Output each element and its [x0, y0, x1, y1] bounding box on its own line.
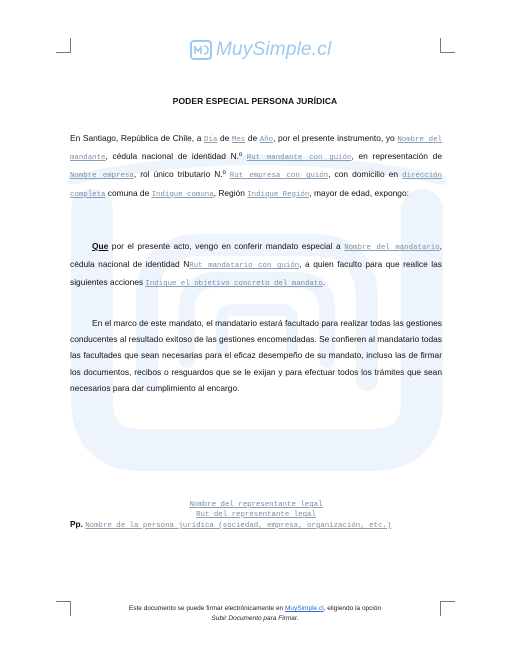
signature-name-field[interactable]: Nombre del representante legal [189, 501, 323, 509]
placeholder-field[interactable]: Nombre del mandatario [344, 244, 440, 252]
body-text: , Región [213, 187, 248, 198]
footer-text-after: , eligiendo la opción [323, 605, 382, 612]
placeholder-field[interactable]: Día [204, 136, 218, 144]
placeholder-field[interactable]: dirección completa [70, 172, 442, 199]
body-text: , cédula nacional de identidad N.º [105, 151, 247, 162]
body-text: En Santiago, República de Chile, a [70, 133, 205, 143]
footer-text-before: Este documento se puede firmar electrónicamente en [128, 605, 285, 612]
body-text: , en representación de [351, 151, 442, 162]
emphasis-text: Que [92, 241, 109, 251]
body-text: . [322, 277, 326, 288]
placeholder-field[interactable]: Nombre del mandante [70, 136, 442, 163]
body-text: de [245, 133, 260, 143]
signature-entity-field[interactable]: Nombre de la persona jurídica (sociedad, empresa, organización, etc.) [85, 522, 392, 530]
placeholder-field[interactable]: Año [259, 136, 274, 144]
placeholder-field[interactable]: Rut mandatario con guión [189, 262, 300, 271]
body-text: , rol único tributario N.º [133, 169, 230, 180]
brand-logo [190, 38, 331, 62]
paragraph-mandate [70, 238, 442, 293]
paragraph-intro [70, 130, 442, 203]
placeholder-field[interactable]: Indique comuna [151, 190, 214, 199]
placeholder-field[interactable]: Rut mandante con guión [246, 154, 352, 163]
pp-label: Pp. [70, 519, 83, 529]
body-text: , mayor de edad, expongo: [309, 187, 409, 198]
body-text: , a quien faculto para que realice las siguientes acciones [70, 259, 442, 288]
placeholder-field[interactable]: Indique el objetivo concreto del mandato [145, 280, 323, 289]
body-text: , cédula nacional de identidad N [70, 241, 442, 270]
body-text: de [217, 133, 232, 143]
footer-line-1 [0, 604, 510, 614]
corner-mark-top-right [440, 38, 455, 53]
body-text: , por el presente instrumento, yo [273, 133, 398, 143]
brand-logo-text: MuySimple.cl [216, 39, 332, 60]
placeholder-field[interactable]: Indique Región [247, 190, 310, 199]
corner-mark-top-left [56, 38, 71, 53]
page-footer [0, 604, 510, 624]
document-title: PODER ESPECIAL PERSONA JURÍDICA [172, 96, 338, 106]
body-text: comuna de [105, 187, 152, 198]
footer-link[interactable]: MuySimple.cl [284, 605, 324, 612]
body-text: , con domicilio en [328, 169, 403, 180]
footer-line-2: Subir Documento para Firmar. [211, 615, 299, 622]
body-text: por el presente acto, vengo en conferir mandato especial a [108, 241, 345, 251]
placeholder-field[interactable]: Mes [231, 136, 246, 144]
signature-rut-field[interactable]: Rut del representante legal [196, 511, 316, 519]
signature-entity-row [70, 519, 442, 530]
logo-mark-icon [190, 40, 212, 60]
signature-block [70, 500, 442, 520]
placeholder-field[interactable]: Rut empresa con guión [229, 172, 329, 181]
placeholder-field[interactable]: Nombre empresa [70, 172, 134, 181]
paragraph-powers: En el marco de este mandato, el mandatario estará facultado para realizar todas las gestiones conducentes al resultado exitoso de las gestiones encomendadas. Se confieren al mandatario todas las facultades que sean necesarias para el eficaz desempeño de su mandato, incluso las de firmar los documentos, recibos o resguardos que se le exijan y para efectuar todos los trámites que sean necesarios para dar cumplimiento al encargo. [70, 318, 442, 393]
